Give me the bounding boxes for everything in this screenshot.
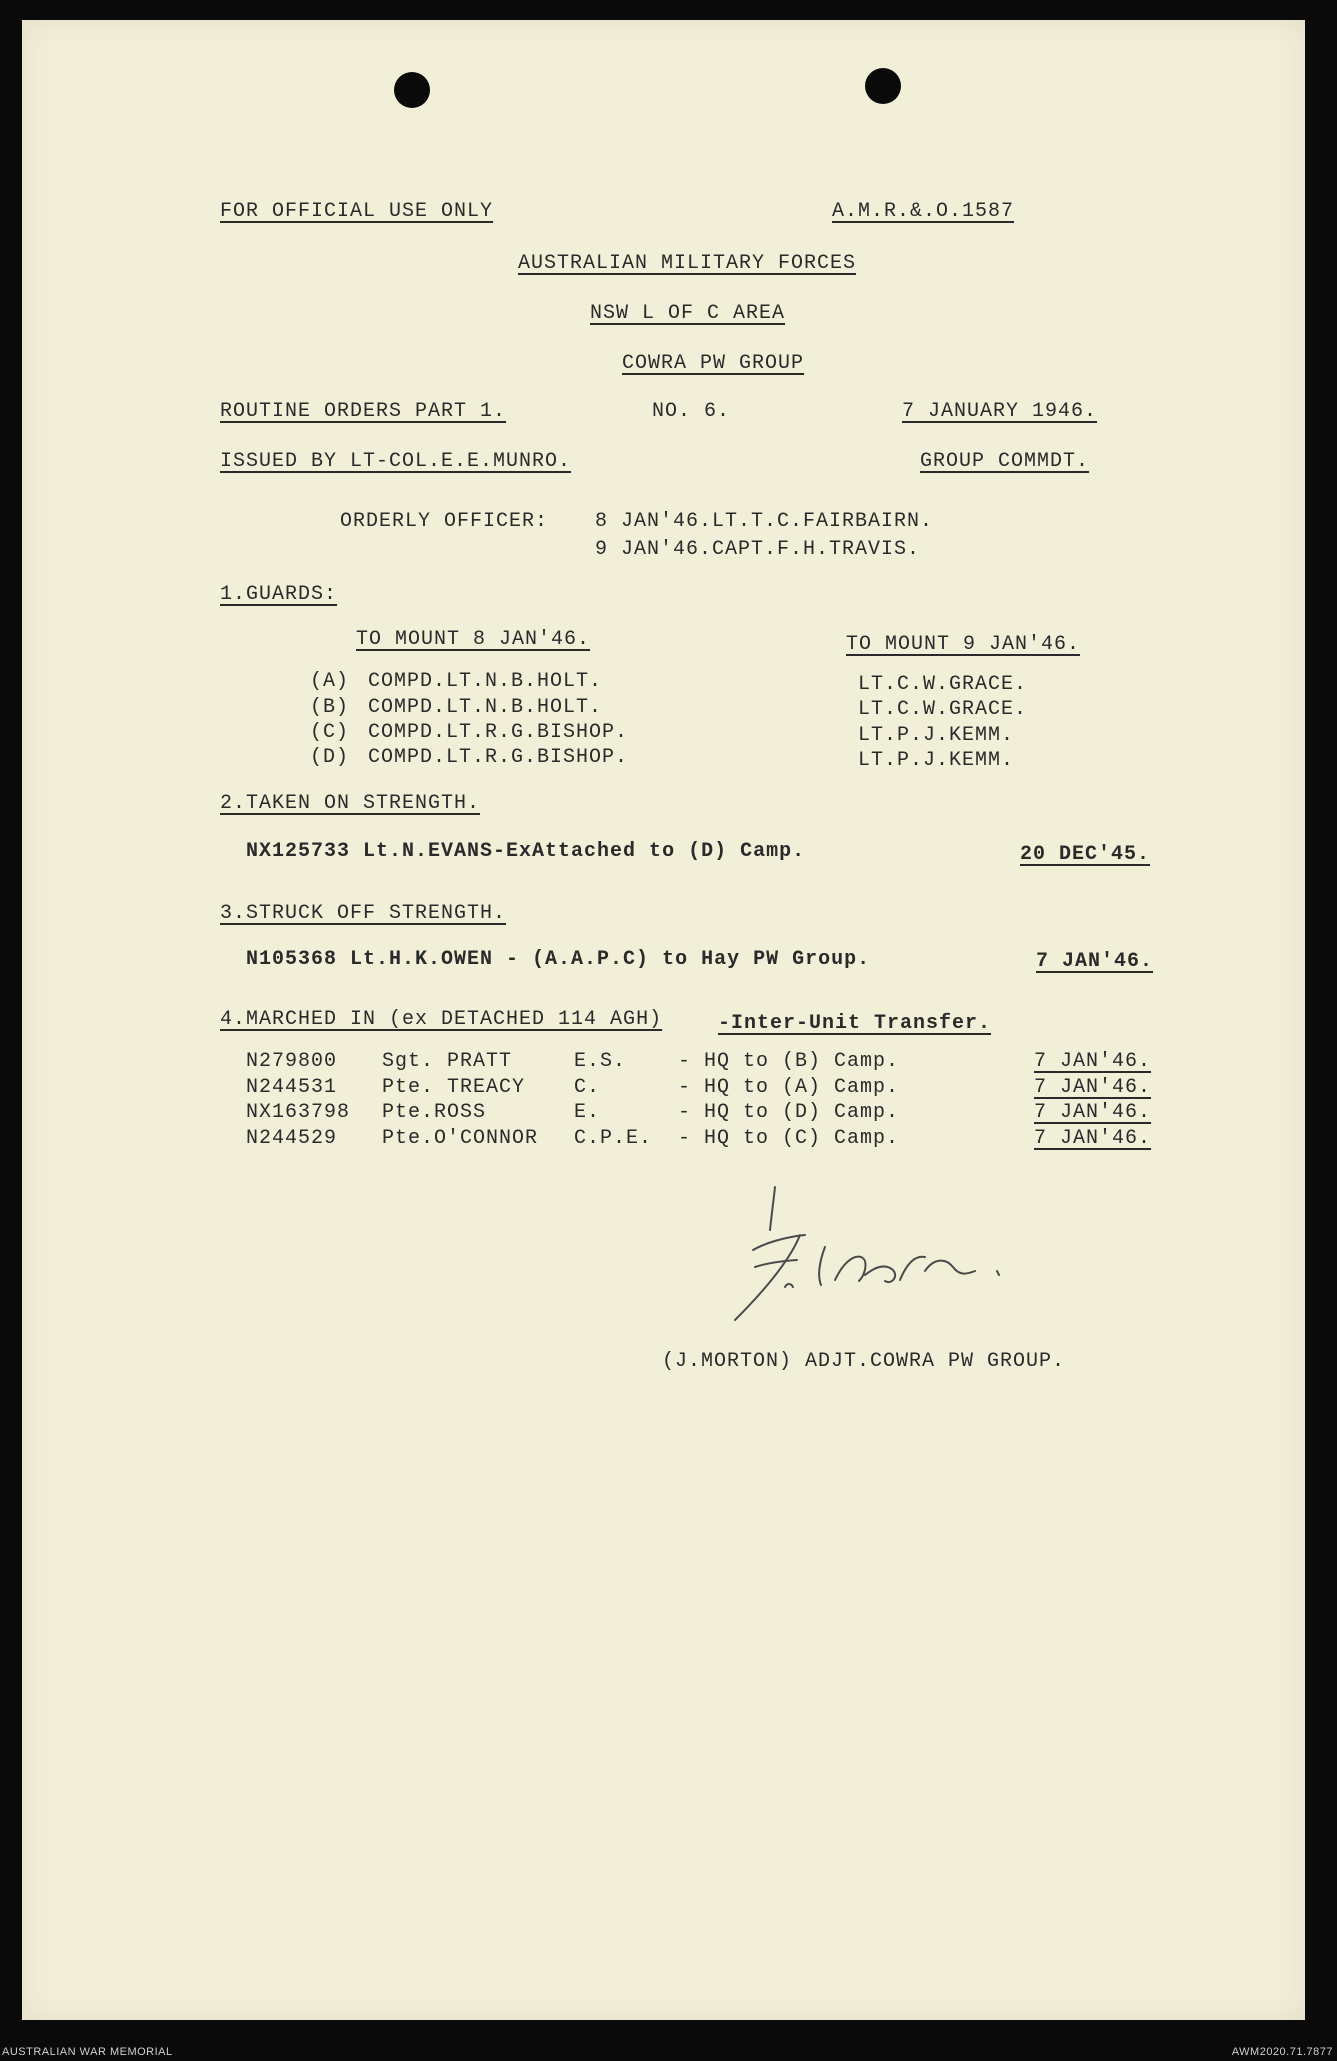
orderly-officer-line-2: 9 JAN'46.CAPT.F.H.TRAVIS. — [595, 538, 921, 561]
marched-row-initials: C. — [574, 1076, 601, 1099]
punch-hole-left — [394, 72, 430, 108]
guard-row-mount8: COMPD.LT.N.B.HOLT. — [368, 696, 603, 719]
footer-right: AWM2020.71.7877 — [1231, 2046, 1333, 2058]
marched-row-rank-name: Sgt. PRATT — [382, 1050, 513, 1073]
sos-date: 7 JAN'46. — [1036, 950, 1154, 973]
marched-row-rank-name: Pte.O'CONNOR — [382, 1127, 539, 1150]
tos-date: 20 DEC'45. — [1020, 843, 1151, 866]
guard-row-label: (A) — [310, 670, 350, 693]
marched-row-move: - HQ to (C) Camp. — [678, 1127, 900, 1150]
issued-by: ISSUED BY LT-COL.E.E.MUNRO. — [220, 450, 572, 473]
marched-row-move: - HQ to (D) Camp. — [678, 1101, 900, 1124]
guard-row-mount8: COMPD.LT.N.B.HOLT. — [368, 670, 603, 693]
marched-row-initials: E. — [574, 1101, 601, 1124]
punch-hole-right — [865, 68, 901, 104]
marched-row-number: N279800 — [246, 1050, 338, 1073]
orders-title: ROUTINE ORDERS PART 1. — [220, 400, 507, 423]
marched-in-heading: 4.MARCHED IN (ex DETACHED 114 AGH) — [220, 1008, 663, 1031]
marched-row-move: - HQ to (B) Camp. — [678, 1050, 900, 1073]
guard-row-mount9: LT.C.W.GRACE. — [858, 673, 1028, 696]
marched-row-date: 7 JAN'46. — [1034, 1076, 1152, 1099]
sos-entry: N105368 Lt.H.K.OWEN - (A.A.P.C) to Hay PW Group. — [246, 948, 871, 971]
org-line-3: COWRA PW GROUP — [622, 352, 805, 375]
form-reference: A.M.R.&.O.1587 — [832, 200, 1015, 223]
guard-row-label: (D) — [310, 746, 350, 769]
signature-name-line: (J.MORTON) ADJT.COWRA PW GROUP. — [662, 1350, 1066, 1373]
marched-in-heading-suffix: -Inter-Unit Transfer. — [718, 1012, 992, 1035]
orders-date: 7 JANUARY 1946. — [902, 400, 1098, 423]
classification: FOR OFFICIAL USE ONLY — [220, 200, 494, 223]
marched-row-move: - HQ to (A) Camp. — [678, 1076, 900, 1099]
footer-left: AUSTRALIAN WAR MEMORIAL — [2, 2046, 173, 2058]
marched-row-number: N244531 — [246, 1076, 338, 1099]
issued-role: GROUP COMMDT. — [920, 450, 1090, 473]
marched-row-rank-name: Pte.ROSS — [382, 1101, 487, 1124]
tos-heading: 2.TAKEN ON STRENGTH. — [220, 792, 481, 815]
marched-row-number: NX163798 — [246, 1101, 351, 1124]
guard-row-mount9: LT.P.J.KEMM. — [858, 724, 1015, 747]
guard-row-mount9: LT.C.W.GRACE. — [858, 698, 1028, 721]
marched-row-date: 7 JAN'46. — [1034, 1101, 1152, 1124]
orders-number: NO. 6. — [652, 400, 731, 423]
orderly-officer-line-1: 8 JAN'46.LT.T.C.FAIRBAIRN. — [595, 510, 934, 533]
guard-row-mount8: COMPD.LT.R.G.BISHOP. — [368, 721, 629, 744]
guard-row-mount9: LT.P.J.KEMM. — [858, 749, 1015, 772]
guard-row-mount8: COMPD.LT.R.G.BISHOP. — [368, 746, 629, 769]
guard-row-label: (B) — [310, 696, 350, 719]
tos-entry: NX125733 Lt.N.EVANS-ExAttached to (D) Camp. — [246, 840, 806, 863]
handwritten-signature — [675, 1175, 1055, 1345]
marched-row-date: 7 JAN'46. — [1034, 1050, 1152, 1073]
marched-row-date: 7 JAN'46. — [1034, 1127, 1152, 1150]
guards-heading: 1.GUARDS: — [220, 583, 338, 606]
orderly-officer-label: ORDERLY OFFICER: — [340, 510, 549, 533]
marched-row-rank-name: Pte. TREACY — [382, 1076, 526, 1099]
marched-row-initials: E.S. — [574, 1050, 627, 1073]
org-line-1: AUSTRALIAN MILITARY FORCES — [518, 252, 857, 275]
marched-row-number: N244529 — [246, 1127, 338, 1150]
marched-row-initials: C.P.E. — [574, 1127, 653, 1150]
guard-row-label: (C) — [310, 721, 350, 744]
guards-col1-heading: TO MOUNT 8 JAN'46. — [356, 628, 591, 651]
sos-heading: 3.STRUCK OFF STRENGTH. — [220, 902, 507, 925]
org-line-2: NSW L OF C AREA — [590, 302, 786, 325]
guards-col2-heading: TO MOUNT 9 JAN'46. — [846, 633, 1081, 656]
